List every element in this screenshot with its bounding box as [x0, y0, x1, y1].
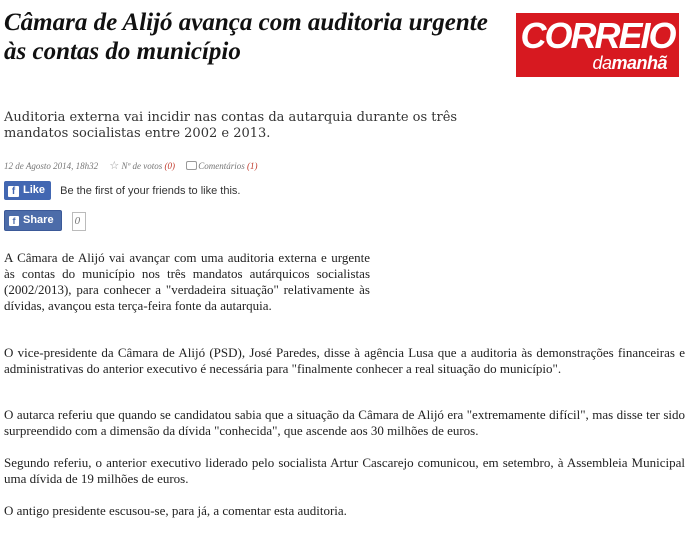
comments-count: (1) — [247, 161, 258, 171]
article-paragraph: A Câmara de Alijó vai avançar com uma auditoria externa e urgente às contas do município nos três mandatos autárquicos socialistas (2002/2013), para conhecer a "verdadeira situação" relativamente às dívidas, avançou esta terça-feira fonte da autarquia. — [4, 250, 370, 313]
article-paragraph: O vice-presidente da Câmara de Alijó (PSD), José Paredes, disse à agência Lusa que a auditoria às demonstrações financeiras e administrativas do anterior executivo é necessária para "finalmente conhecer a real situação do município". — [4, 345, 685, 376]
article-meta — [4, 160, 404, 172]
facebook-like-text: Be the first of your friends to like this. — [60, 184, 241, 197]
article-paragraph: O antigo presidente escusou-se, para já, a comentar esta auditoria. — [4, 503, 347, 518]
article-lead: Auditoria externa vai incidir nas contas da autarquia durante os três mandatos socialistas entre 2002 e 2013. — [4, 110, 458, 141]
article-paragraph: O autarca referiu que quando se candidatou sabia que a situação da Câmara de Alijó era "extremamente difícil", mas disse ter sido surpreendido com a dimensão da dívida "conhecida", que ascende aos 30 milhões de euros. — [4, 407, 685, 438]
comment-icon[interactable] — [186, 161, 197, 170]
share-count: 0 — [72, 212, 86, 231]
facebook-icon: f — [8, 186, 19, 197]
article-title: Câmara de Alijó avança com auditoria urgente às contas do município — [4, 9, 488, 65]
star-icon[interactable]: ☆ — [109, 160, 120, 172]
comments-link[interactable]: Comentários — [198, 161, 245, 171]
votes-count: (0) — [164, 161, 176, 171]
facebook-like-row — [4, 180, 240, 200]
article-paragraph: Segundo referiu, o anterior executivo liderado pelo socialista Artur Cascarejo comunicou, em setembro, à Assembleia Municipal uma dívida de 19 milhões de euros. — [4, 455, 685, 486]
facebook-icon: f — [9, 216, 19, 226]
facebook-like-button[interactable]: f Like — [4, 181, 51, 200]
votes-label[interactable]: Nº de votos — [121, 161, 163, 171]
article-date: 12 de Agosto 2014, 18h32 — [4, 161, 99, 171]
logo-text-correio: CORREIO — [520, 15, 675, 56]
logo-text-damanha: damanhã — [592, 53, 667, 73]
correio-da-manha-logo[interactable] — [516, 13, 679, 77]
facebook-share-button[interactable]: f Share — [4, 210, 62, 231]
facebook-share-row — [4, 210, 86, 230]
